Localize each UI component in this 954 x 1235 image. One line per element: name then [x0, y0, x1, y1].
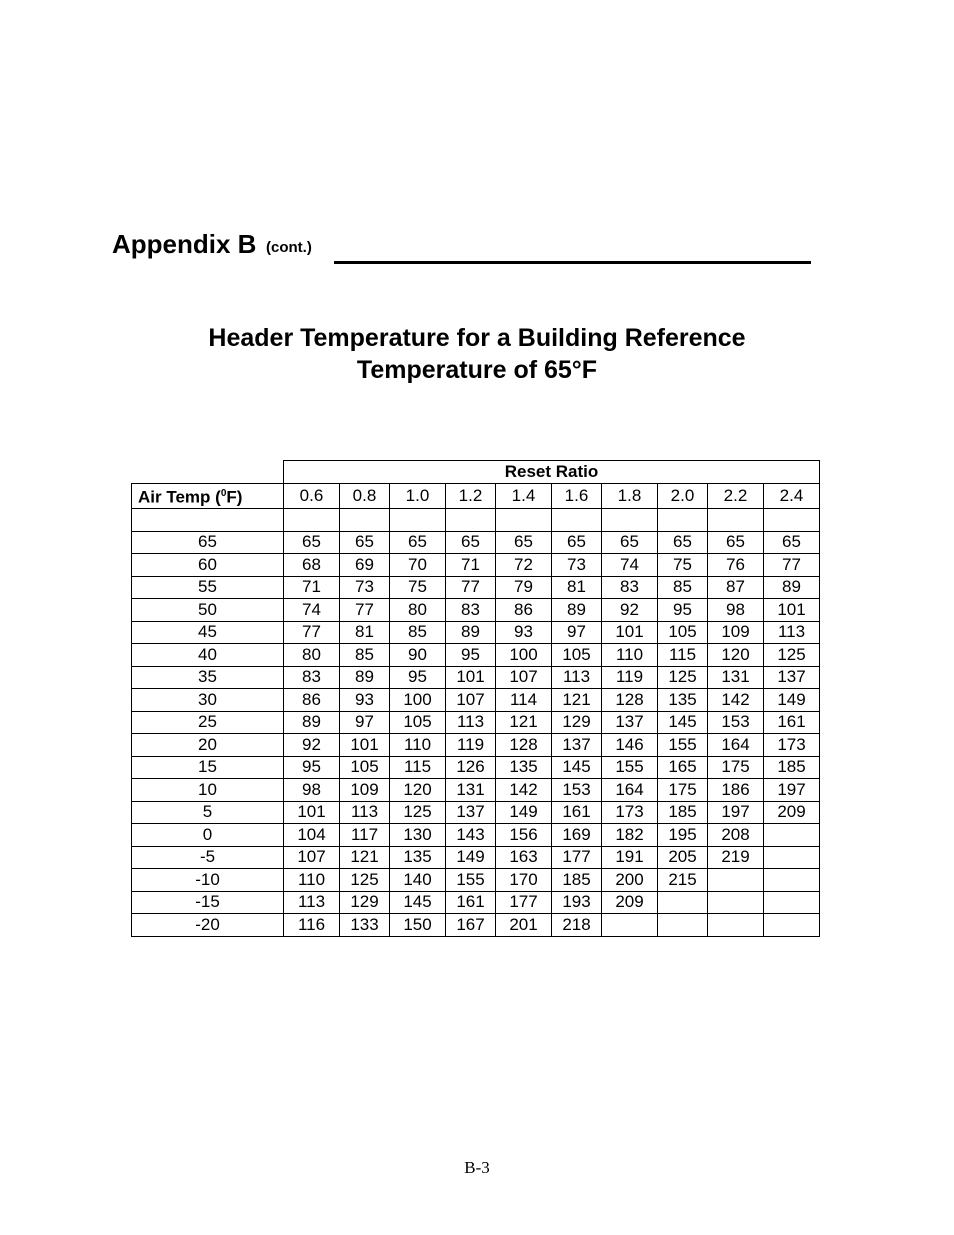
header-temp-cell [658, 914, 708, 937]
header-temp-cell: 120 [390, 779, 446, 802]
header-temp-cell: 80 [390, 599, 446, 622]
header-temp-cell: 92 [284, 734, 340, 757]
header-temp-cell: 209 [764, 801, 820, 824]
header-temp-cell: 95 [658, 599, 708, 622]
header-temp-cell [764, 891, 820, 914]
spacer-cell [496, 508, 552, 531]
air-temp-cell: 10 [132, 779, 284, 802]
header-temp-cell: 197 [708, 801, 764, 824]
table-row [132, 666, 820, 689]
title-line-1: Header Temperature for a Building Reference [208, 324, 746, 352]
header-temp-cell: 125 [390, 801, 446, 824]
spacer-cell [658, 508, 708, 531]
header-temp-cell: 145 [390, 891, 446, 914]
header-temp-cell: 105 [390, 711, 446, 734]
header-temp-cell: 163 [496, 846, 552, 869]
header-temp-cell: 101 [446, 666, 496, 689]
header-temp-cell: 98 [708, 599, 764, 622]
header-temp-cell: 83 [284, 666, 340, 689]
header-temp-cell: 98 [284, 779, 340, 802]
air-temp-cell: 0 [132, 824, 284, 847]
header-temp-cell: 173 [602, 801, 658, 824]
air-temp-cell: 60 [132, 554, 284, 577]
header-temp-cell: 125 [658, 666, 708, 689]
header-temp-cell: 65 [390, 531, 446, 554]
header-temp-cell: 65 [764, 531, 820, 554]
header-temp-cell: 101 [764, 599, 820, 622]
header-temp-cell: 121 [340, 846, 390, 869]
spacer-cell [132, 508, 284, 531]
header-temp-cell: 89 [764, 576, 820, 599]
header-temp-cell: 156 [496, 824, 552, 847]
group-header-row [132, 461, 820, 484]
air-temp-cell: 55 [132, 576, 284, 599]
header-temp-cell: 129 [552, 711, 602, 734]
spacer-cell [446, 508, 496, 531]
header-temp-cell: 105 [340, 756, 390, 779]
header-temp-cell [764, 869, 820, 892]
header-temp-cell: 93 [496, 621, 552, 644]
header-temp-cell: 193 [552, 891, 602, 914]
header-temp-cell: 119 [446, 734, 496, 757]
header-temp-cell: 218 [552, 914, 602, 937]
header-temp-cell: 65 [284, 531, 340, 554]
air-temp-cell: 15 [132, 756, 284, 779]
air-temp-cell: 45 [132, 621, 284, 644]
header-temp-cell: 86 [284, 689, 340, 712]
header-temp-cell: 95 [446, 644, 496, 667]
header-temp-cell: 89 [446, 621, 496, 644]
header-temp-cell: 97 [552, 621, 602, 644]
spacer-cell [340, 508, 390, 531]
header-temp-cell: 149 [764, 689, 820, 712]
header-temp-cell: 209 [602, 891, 658, 914]
ratio-header-cell: 0.6 [284, 484, 340, 509]
header-temp-cell: 145 [552, 756, 602, 779]
header-temp-cell: 186 [708, 779, 764, 802]
header-temp-cell: 71 [446, 554, 496, 577]
header-temp-cell: 137 [764, 666, 820, 689]
header-temp-cell: 75 [390, 576, 446, 599]
table-row [132, 599, 820, 622]
ratio-header-cell: 1.8 [602, 484, 658, 509]
header-temp-cell: 65 [496, 531, 552, 554]
header-temp-cell: 169 [552, 824, 602, 847]
header-temp-cell: 109 [708, 621, 764, 644]
spacer-cell [552, 508, 602, 531]
header-temp-cell: 100 [496, 644, 552, 667]
air-temp-cell: 20 [132, 734, 284, 757]
header-temp-cell: 113 [552, 666, 602, 689]
header-temp-cell: 195 [658, 824, 708, 847]
table-row [132, 576, 820, 599]
table-row [132, 869, 820, 892]
header-temp-cell [708, 891, 764, 914]
header-temp-cell: 170 [496, 869, 552, 892]
table-row [132, 531, 820, 554]
header-temp-cell: 75 [658, 554, 708, 577]
header-temp-cell: 128 [602, 689, 658, 712]
table-row [132, 846, 820, 869]
page-title [0, 322, 954, 386]
header-temp-cell: 95 [284, 756, 340, 779]
header-temp-cell: 74 [602, 554, 658, 577]
header-temp-cell: 120 [708, 644, 764, 667]
header-temp-cell: 85 [658, 576, 708, 599]
header-temp-cell: 129 [340, 891, 390, 914]
header-temp-cell: 135 [496, 756, 552, 779]
table-row [132, 756, 820, 779]
header-temp-cell: 185 [552, 869, 602, 892]
header-temp-cell: 81 [340, 621, 390, 644]
reset-ratio-header: Reset Ratio [284, 461, 820, 484]
header-temp-cell [764, 824, 820, 847]
header-temp-cell: 113 [340, 801, 390, 824]
header-temp-cell [658, 891, 708, 914]
header-temp-cell: 110 [390, 734, 446, 757]
header-temp-cell: 81 [552, 576, 602, 599]
air-temp-cell: -10 [132, 869, 284, 892]
ratio-header-cell: 2.4 [764, 484, 820, 509]
header-temp-cell: 175 [658, 779, 708, 802]
ratio-header-cell: 0.8 [340, 484, 390, 509]
header-temp-cell: 110 [602, 644, 658, 667]
header-temp-cell: 173 [764, 734, 820, 757]
air-temp-cell: 30 [132, 689, 284, 712]
header-temp-cell: 161 [764, 711, 820, 734]
header-temp-cell: 131 [708, 666, 764, 689]
header-temp-cell: 153 [552, 779, 602, 802]
ratio-header-cell: 1.6 [552, 484, 602, 509]
spacer-cell [284, 508, 340, 531]
corner-cell [132, 461, 284, 484]
ratio-header-cell: 2.0 [658, 484, 708, 509]
header-temp-cell: 68 [284, 554, 340, 577]
appendix-cont: (cont.) [266, 239, 312, 256]
header-temp-cell [708, 869, 764, 892]
ratio-header-cell: 1.2 [446, 484, 496, 509]
header-temp-cell: 191 [602, 846, 658, 869]
header-temp-cell: 65 [602, 531, 658, 554]
header-temp-cell: 77 [446, 576, 496, 599]
header-temp-cell: 197 [764, 779, 820, 802]
header-temp-cell: 69 [340, 554, 390, 577]
header-temp-cell [764, 914, 820, 937]
header-temperature-table [131, 460, 820, 937]
header-temp-cell: 93 [340, 689, 390, 712]
header-temp-cell: 182 [602, 824, 658, 847]
header-temp-cell: 77 [764, 554, 820, 577]
header-temp-cell: 113 [284, 891, 340, 914]
header-temp-cell: 164 [708, 734, 764, 757]
header-temp-cell: 89 [552, 599, 602, 622]
header-temp-cell: 125 [340, 869, 390, 892]
header-temp-cell: 125 [764, 644, 820, 667]
header-temp-cell: 167 [446, 914, 496, 937]
header-temp-cell: 100 [390, 689, 446, 712]
header-temp-cell: 149 [496, 801, 552, 824]
air-temp-cell: 65 [132, 531, 284, 554]
header-temp-cell: 185 [658, 801, 708, 824]
ratio-header-cell: 1.0 [390, 484, 446, 509]
header-temp-cell: 65 [552, 531, 602, 554]
header-temp-cell: 121 [496, 711, 552, 734]
header-temp-cell: 142 [708, 689, 764, 712]
header-temp-cell: 185 [764, 756, 820, 779]
air-temp-cell: 5 [132, 801, 284, 824]
header-temp-cell: 65 [658, 531, 708, 554]
table-row [132, 891, 820, 914]
header-temp-cell: 113 [764, 621, 820, 644]
header-temp-cell: 131 [446, 779, 496, 802]
table-row [132, 554, 820, 577]
header-temp-cell: 89 [284, 711, 340, 734]
header-temp-cell: 135 [658, 689, 708, 712]
air-temp-cell: 35 [132, 666, 284, 689]
page-number: B-3 [464, 1158, 490, 1177]
header-temp-cell: 200 [602, 869, 658, 892]
header-temp-cell: 155 [446, 869, 496, 892]
header-temp-cell: 80 [284, 644, 340, 667]
table-row [132, 689, 820, 712]
header-temp-cell: 208 [708, 824, 764, 847]
spacer-cell [764, 508, 820, 531]
header-temp-cell: 153 [708, 711, 764, 734]
header-temp-cell: 142 [496, 779, 552, 802]
header-temp-cell: 71 [284, 576, 340, 599]
header-temp-cell: 86 [496, 599, 552, 622]
table-row [132, 824, 820, 847]
header-temp-cell: 113 [446, 711, 496, 734]
header-temp-cell: 92 [602, 599, 658, 622]
header-temp-cell: 143 [446, 824, 496, 847]
header-temp-cell: 89 [340, 666, 390, 689]
header-temp-cell: 137 [552, 734, 602, 757]
header-temp-cell: 77 [284, 621, 340, 644]
header-temp-cell: 175 [708, 756, 764, 779]
table-row [132, 644, 820, 667]
header-temp-cell: 105 [552, 644, 602, 667]
header-temp-cell: 149 [446, 846, 496, 869]
ratio-header-cell: 1.4 [496, 484, 552, 509]
header-temp-cell: 215 [658, 869, 708, 892]
header-temp-cell: 135 [390, 846, 446, 869]
header-temp-cell: 155 [602, 756, 658, 779]
heading-rule [334, 261, 811, 264]
header-temp-cell: 145 [658, 711, 708, 734]
header-temp-cell: 205 [658, 846, 708, 869]
header-temp-cell [602, 914, 658, 937]
header-temp-cell: 115 [658, 644, 708, 667]
header-temp-cell: 155 [658, 734, 708, 757]
air-temp-cell: 25 [132, 711, 284, 734]
header-temp-cell: 85 [340, 644, 390, 667]
spacer-cell [390, 508, 446, 531]
appendix-heading [112, 229, 812, 265]
header-temp-cell: 65 [446, 531, 496, 554]
table-row [132, 801, 820, 824]
header-temp-cell: 201 [496, 914, 552, 937]
header-temp-cell: 130 [390, 824, 446, 847]
title-line-2: Temperature of 65°F [356, 356, 598, 384]
header-temp-cell: 115 [390, 756, 446, 779]
header-temp-cell: 76 [708, 554, 764, 577]
air-temp-cell: -20 [132, 914, 284, 937]
header-temp-cell: 161 [446, 891, 496, 914]
header-temp-cell: 107 [496, 666, 552, 689]
table-row [132, 779, 820, 802]
header-temp-cell: 164 [602, 779, 658, 802]
air-temp-cell: 40 [132, 644, 284, 667]
header-temp-cell: 65 [708, 531, 764, 554]
header-temp-cell: 70 [390, 554, 446, 577]
header-temp-cell: 140 [390, 869, 446, 892]
header-temp-cell: 109 [340, 779, 390, 802]
header-temp-cell: 114 [496, 689, 552, 712]
header-temp-cell: 101 [602, 621, 658, 644]
air-temp-header: Air Temp ($^0$F) [132, 484, 284, 509]
header-temp-cell: 83 [602, 576, 658, 599]
header-temp-cell: 101 [340, 734, 390, 757]
header-temp-cell: 65 [340, 531, 390, 554]
header-temp-cell [764, 846, 820, 869]
header-temp-cell: 116 [284, 914, 340, 937]
header-temp-cell: 83 [446, 599, 496, 622]
header-temp-cell: 95 [390, 666, 446, 689]
header-temp-cell: 146 [602, 734, 658, 757]
header-temp-cell: 137 [602, 711, 658, 734]
header-temp-cell: 119 [602, 666, 658, 689]
header-temp-cell: 73 [552, 554, 602, 577]
spacer-cell [602, 508, 658, 531]
header-temp-cell: 150 [390, 914, 446, 937]
table-row [132, 711, 820, 734]
header-temp-cell: 107 [284, 846, 340, 869]
table-row [132, 914, 820, 937]
header-temp-cell: 74 [284, 599, 340, 622]
spacer-cell [708, 508, 764, 531]
header-temp-cell: 165 [658, 756, 708, 779]
header-temp-cell [708, 914, 764, 937]
header-temp-cell: 161 [552, 801, 602, 824]
header-temp-cell: 107 [446, 689, 496, 712]
header-temp-cell: 79 [496, 576, 552, 599]
header-temp-cell: 128 [496, 734, 552, 757]
header-temp-cell: 87 [708, 576, 764, 599]
header-temp-cell: 177 [496, 891, 552, 914]
header-temp-cell: 219 [708, 846, 764, 869]
header-temp-cell: 73 [340, 576, 390, 599]
header-temp-cell: 105 [658, 621, 708, 644]
header-temp-cell: 104 [284, 824, 340, 847]
air-temp-cell: -15 [132, 891, 284, 914]
ratio-header-row [132, 484, 820, 509]
header-temp-cell: 110 [284, 869, 340, 892]
header-temp-cell: 126 [446, 756, 496, 779]
header-temp-cell: 97 [340, 711, 390, 734]
header-temp-cell: 85 [390, 621, 446, 644]
table-row [132, 621, 820, 644]
header-temp-cell: 177 [552, 846, 602, 869]
ratio-header-cell: 2.2 [708, 484, 764, 509]
header-temp-cell: 77 [340, 599, 390, 622]
header-temp-cell: 121 [552, 689, 602, 712]
header-temp-cell: 137 [446, 801, 496, 824]
header-temp-cell: 133 [340, 914, 390, 937]
air-temp-cell: -5 [132, 846, 284, 869]
header-temp-cell: 90 [390, 644, 446, 667]
header-temp-cell: 117 [340, 824, 390, 847]
header-temp-cell: 101 [284, 801, 340, 824]
spacer-row [132, 508, 820, 531]
table-row [132, 734, 820, 757]
header-temp-cell: 72 [496, 554, 552, 577]
appendix-title: Appendix B [112, 229, 257, 259]
air-temp-cell: 50 [132, 599, 284, 622]
